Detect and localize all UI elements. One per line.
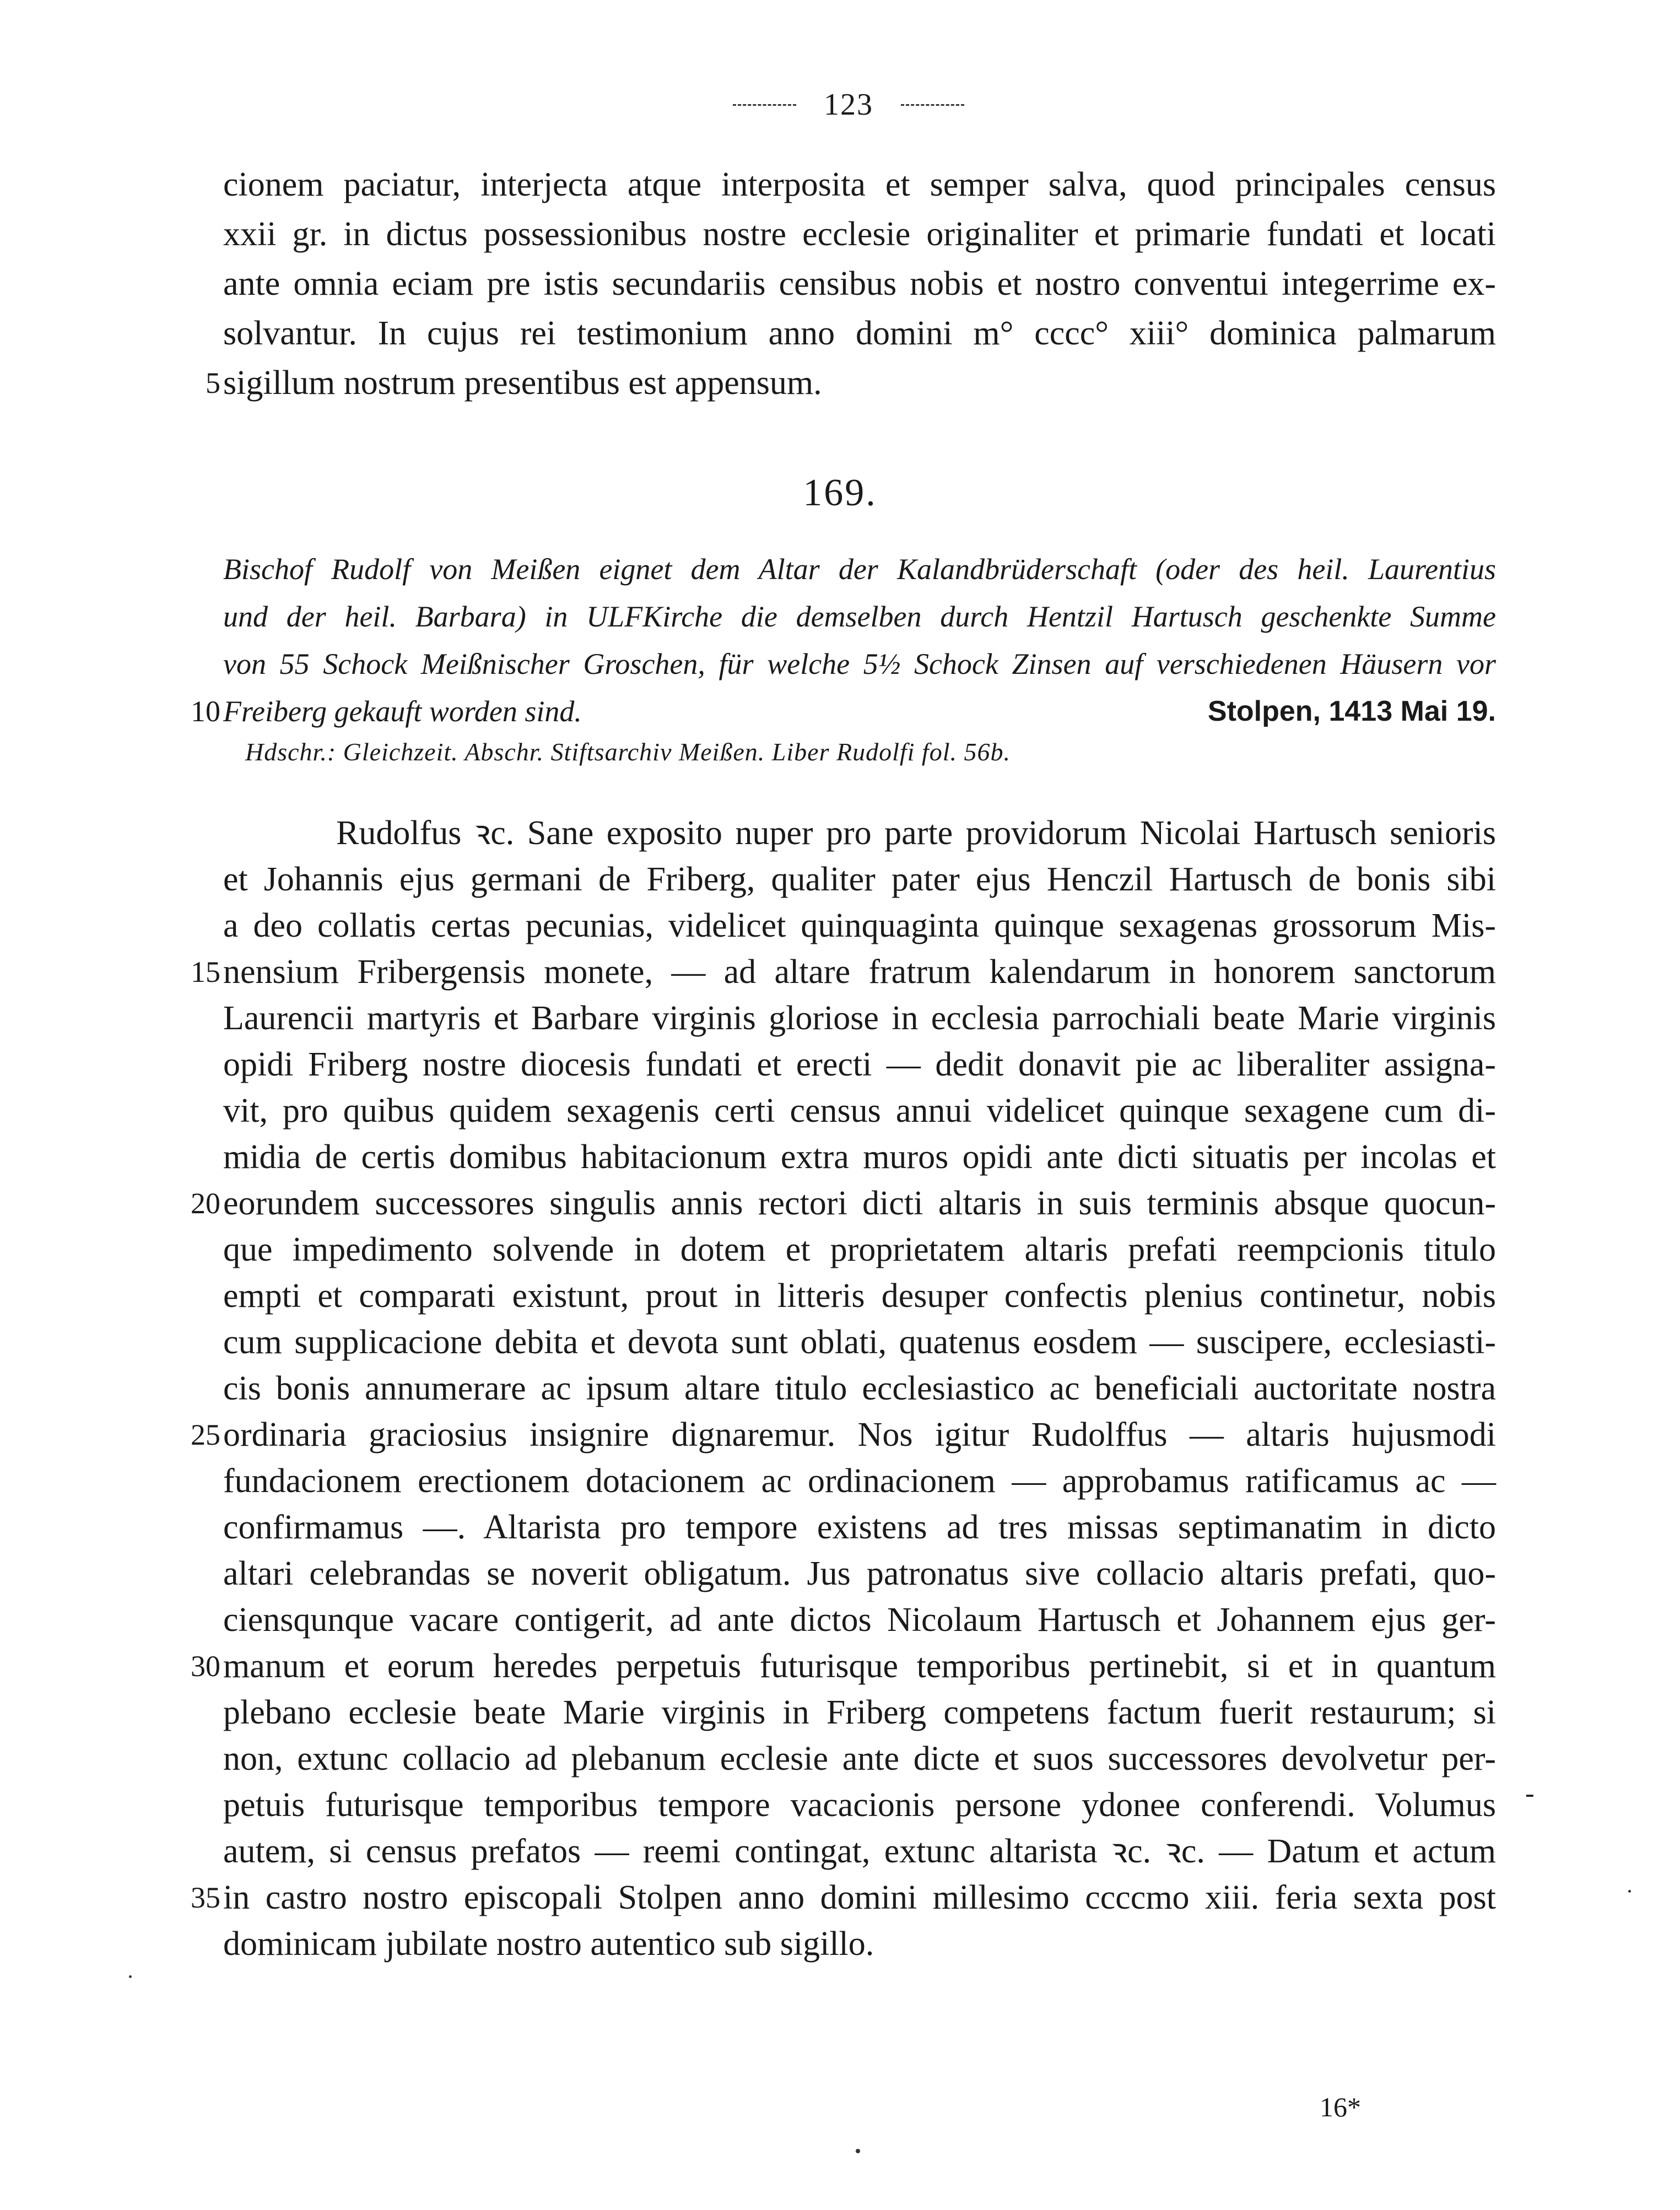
text-line: sigillum nostrum presentibus est appensum. <box>223 364 822 402</box>
body-line: Laurencii martyris et Barbare virginis gloriose in ecclesia parrochiali beate Marie virginis <box>223 999 1496 1037</box>
speck <box>1628 1890 1631 1893</box>
regest-line: Bischof Rudolf von Meißen eignet dem Altar der Kalandbrüderschaft (oder des heil. Laurentius <box>223 553 1496 586</box>
regest-last-row <box>0 688 1680 735</box>
header-rule-left <box>733 104 796 106</box>
body-line: vit, pro quibus quidem sexagenis certi census annui videlicet quinque sexagene cum di- <box>223 1092 1496 1130</box>
source-note: Hdschr.: Gleichzeit. Abschr. Stiftsarchiv Meißen. Liber Rudolfi fol. 56b. <box>245 738 1011 766</box>
body-line: et Johannis ejus germani de Friberg, qualiter pater ejus Henczil Hartusch de bonis sibi <box>223 861 1496 898</box>
body-line: in castro nostro episcopali Stolpen anno domini millesimo ccccmo xiii. feria sexta post <box>223 1879 1496 1916</box>
line-number: 20 <box>191 1187 220 1220</box>
signature-mark: 16* <box>1320 2092 1361 2122</box>
body-line: altari celebrandas se noverit obligatum. Jus patronatus sive collacio altaris prefati, quo- <box>223 1555 1496 1592</box>
body-line: petuis futurisque temporibus tempore vacacionis persone ydonee conferendi. Volumus <box>223 1786 1496 1824</box>
body-line: que impedimento solvende in dotem et proprietatem altaris prefati reempcionis titulo <box>223 1231 1496 1268</box>
body-line: Rudolfus ꝛc. Sane exposito nuper pro parte providorum Nicolai Hartusch senioris <box>336 814 1496 852</box>
carryover-line <box>0 209 1680 259</box>
body-row <box>0 949 1680 995</box>
body-line: autem, si census prefatos — reemi contingat, extunc altarista ꝛc. ꝛc. — Datum et actum <box>223 1833 1496 1870</box>
carryover-line <box>0 160 1680 209</box>
body-row <box>0 1412 1680 1458</box>
body-line: a deo collatis certas pecunias, videlicet quinquaginta quinque sexagenas grossorum Mis- <box>223 907 1496 944</box>
line-number: 25 <box>191 1418 220 1451</box>
line-number: 30 <box>191 1650 220 1683</box>
carryover-line <box>0 358 1680 408</box>
text-line: xxii gr. in dictus possessionibus nostre ecclesie originaliter et primarie fundati et locati <box>223 215 1496 253</box>
place-date: Stolpen, 1413 Mai 19. <box>1207 695 1496 727</box>
body-line: nensium Fribergensis monete, — ad altare fratrum kalendarum in honorem sanctorum <box>223 953 1496 991</box>
body-row <box>0 1874 1680 1921</box>
line-number: 5 <box>206 366 220 399</box>
body-line: non, extunc collacio ad plebanum ecclesie ante dicte et suos successores devolvetur per- <box>223 1740 1496 1777</box>
line-number: 15 <box>191 955 220 988</box>
carryover-line <box>0 259 1680 309</box>
body-line: empti et comparati existunt, prout in litteris desuper confectis plenius continetur, nobis <box>223 1277 1496 1315</box>
body-row <box>0 1643 1680 1689</box>
carryover-line <box>0 309 1680 358</box>
page-number: 123 <box>824 88 873 122</box>
regest-line: von 55 Schock Meißnischer Groschen, für welche 5½ Schock Zinsen auf verschiedenen Häusern vor <box>223 647 1496 680</box>
body-row <box>0 1180 1680 1226</box>
line-number: 35 <box>191 1881 220 1914</box>
body-line: opidi Friberg nostre diocesis fundati et erecti — dedit donavit pie ac liberaliter assigna- <box>223 1046 1496 1083</box>
line-number: 10 <box>191 695 220 728</box>
header-rule-right <box>901 104 964 106</box>
body-line: plebano ecclesie beate Marie virginis in Friberg competens factum fuerit restaurum; si <box>223 1694 1496 1731</box>
body-line: dominicam jubilate nostro autentico sub sigillo. <box>223 1925 874 1963</box>
body-line: eorundem successores singulis annis rectori dicti altaris in suis terminis absque quocun- <box>223 1185 1496 1222</box>
speck <box>856 2149 860 2153</box>
body-line: cis bonis annumerare ac ipsum altare titulo ecclesiastico ac beneficiali auctoritate nostra <box>223 1370 1496 1407</box>
body-line: cum supplicacione debita et devota sunt oblati, quatenus eosdem — suscipere, ecclesiasti- <box>223 1323 1496 1361</box>
body-line: ciensqunque vacare contigerit, ad ante dictos Nicolaum Hartusch et Johannem ejus ger- <box>223 1601 1496 1639</box>
document-number: 169. <box>803 472 877 514</box>
text-line: cionem paciatur, interjecta atque interposita et semper salva, quod principales census <box>223 166 1496 203</box>
regest-line: Freiberg gekauft worden sind. <box>223 695 582 728</box>
speck <box>129 1975 132 1978</box>
body-line: manum et eorum heredes perpetuis futurisque temporibus pertinebit, si et in quantum <box>223 1647 1496 1685</box>
margin-mark: - <box>1525 1777 1535 1808</box>
regest-line: und der heil. Barbara) in ULFKirche die demselben durch Hentzil Hartusch geschenkte Summe <box>223 600 1496 633</box>
body-line: confirmamus —. Altarista pro tempore existens ad tres missas septimanatim in dicto <box>223 1509 1496 1546</box>
body-line: fundacionem erectionem dotacionem ac ordinacionem — approbamus ratificamus ac — <box>223 1462 1496 1500</box>
body-line: midia de certis domibus habitacionum extra muros opidi ante dicti situatis per incolas et <box>223 1138 1496 1176</box>
page-header <box>705 83 992 127</box>
text-line: solvantur. In cujus rei testimonium anno domini m° cccc° xiii° dominica palmarum <box>223 315 1496 352</box>
body-line: ordinaria graciosius insignire dignaremur. Nos igitur Rudolffus — altaris hujusmodi <box>223 1416 1496 1453</box>
text-line: ante omnia eciam pre istis secundariis censibus nobis et nostro conventui integerrime ex- <box>223 265 1496 302</box>
